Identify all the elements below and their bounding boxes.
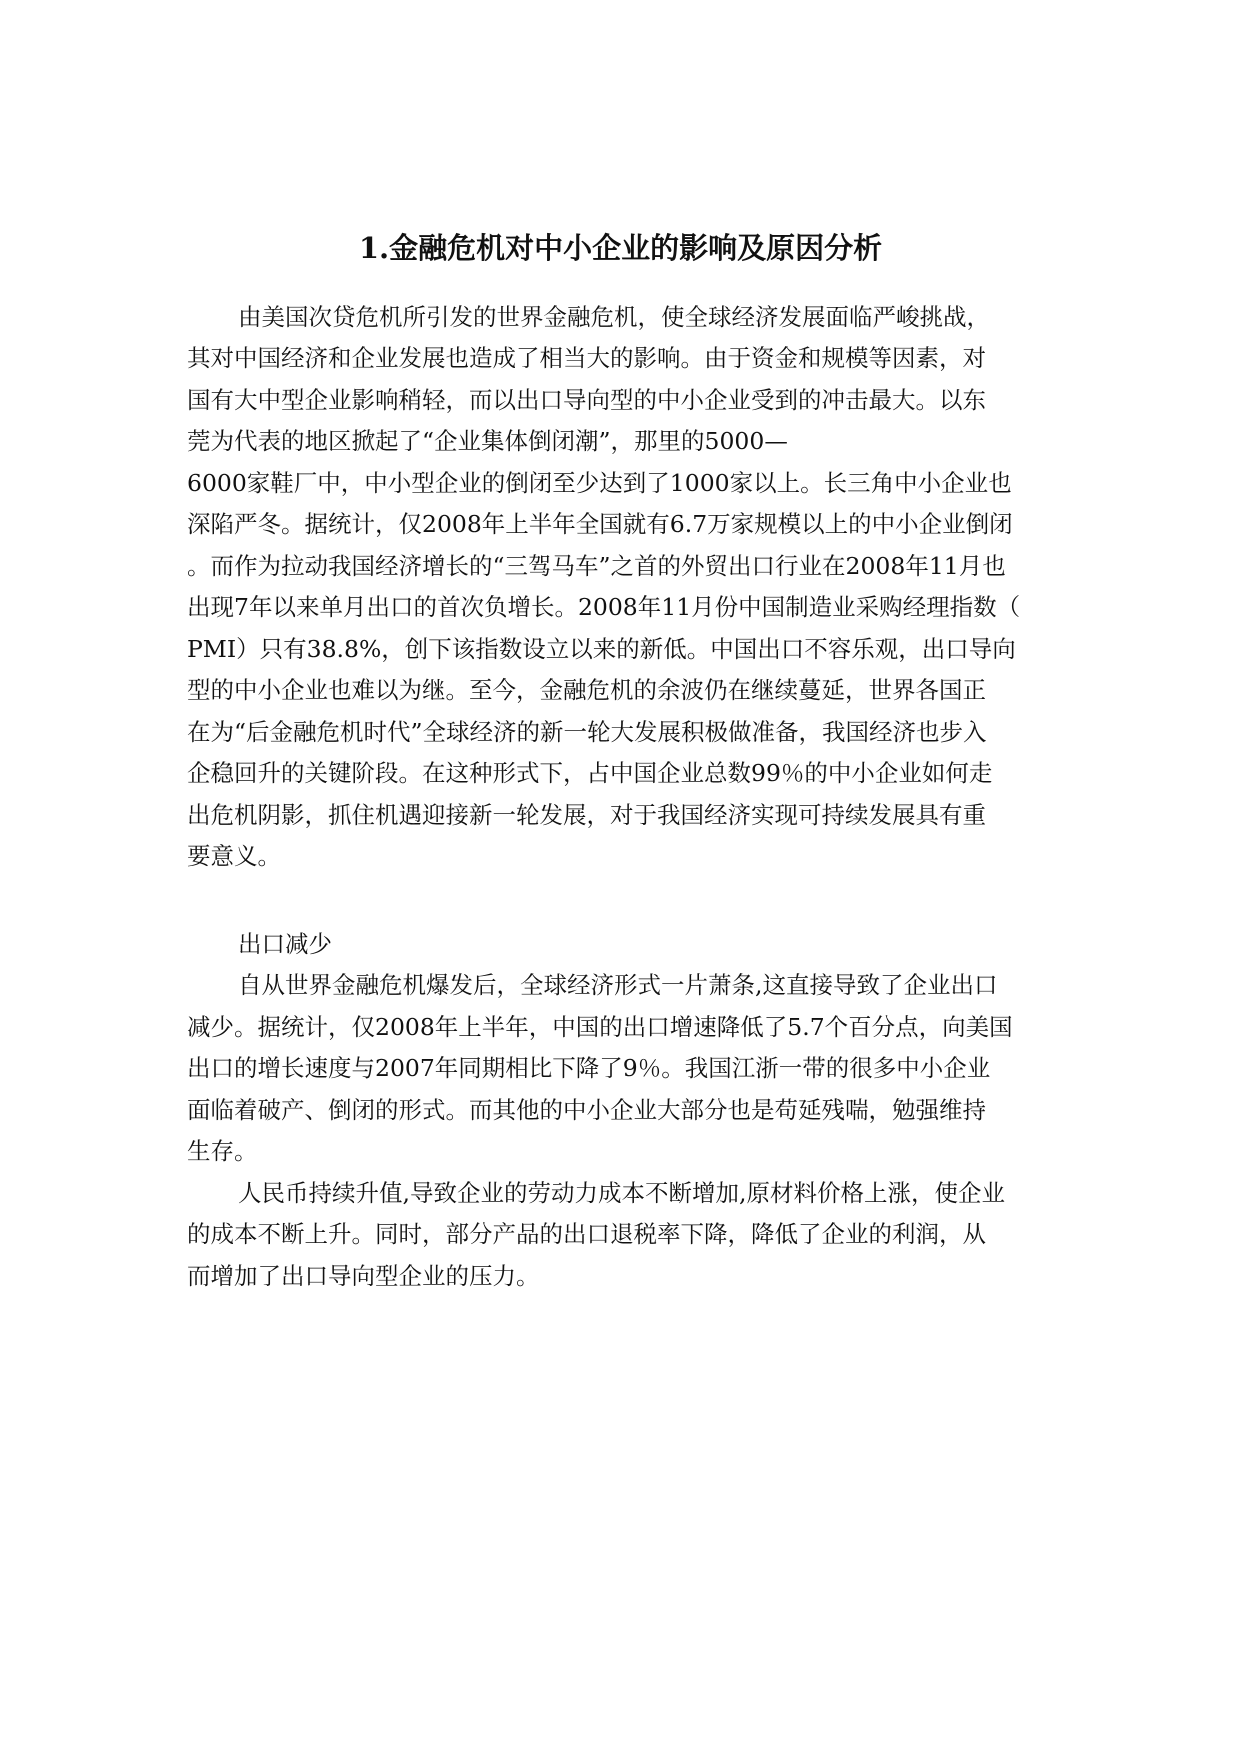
paragraph-line: PMI）只有38.8%，创下该指数设立以来的新低。中国出口不容乐观，出口导向 bbox=[187, 635, 1016, 663]
paragraph-line: 国有大中型企业影响稍轻，而以出口导向型的中小企业受到的冲击最大。以东 bbox=[187, 386, 986, 414]
paragraph-line: 出危机阴影，抓住机遇迎接新一轮发展，对于我国经济实现可持续发展具有重 bbox=[187, 801, 986, 829]
paragraph-line: 人民币持续升值,导致企业的劳动力成本不断增加,原材料价格上涨，使企业 bbox=[238, 1179, 1005, 1207]
paragraph-line: 出现7年以来单月出口的首次负增长。2008年11月份中国制造业采购经理指数（ bbox=[187, 593, 1021, 621]
paragraph-line: 深陷严冬。据统计，仅2008年上半年全国就有6.7万家规模以上的中小企业倒闭 bbox=[187, 510, 1013, 538]
paragraph-line: 的成本不断上升。同时，部分产品的出口退税率下降，降低了企业的利润，从 bbox=[187, 1220, 986, 1248]
paragraph-line: 自从世界金融危机爆发后，全球经济形式一片萧条,这直接导致了企业出口 bbox=[238, 971, 998, 999]
paragraph-line: 减少。据统计，仅2008年上半年，中国的出口增速降低了5.7个百分点，向美国 bbox=[187, 1013, 1013, 1041]
section-heading: 出口减少 bbox=[238, 930, 332, 958]
paragraph-line: 面临着破产、倒闭的形式。而其他的中小企业大部分也是苟延残喘，勉强维持 bbox=[187, 1096, 986, 1124]
document-title: 1.金融危机对中小企业的影响及原因分析 bbox=[358, 231, 883, 265]
paragraph-line: 型的中小企业也难以为继。至今，金融危机的余波仍在继续蔓延，世界各国正 bbox=[187, 676, 986, 704]
paragraph-line: 莞为代表的地区掀起了“企业集体倒闭潮”，那里的5000— bbox=[187, 427, 788, 455]
paragraph-line: 在为“后金融危机时代”全球经济的新一轮大发展积极做准备，我国经济也步入 bbox=[187, 718, 987, 746]
paragraph-line: 生存。 bbox=[187, 1137, 258, 1165]
paragraph-line: 。而作为拉动我国经济增长的“三驾马车”之首的外贸出口行业在2008年11月也 bbox=[187, 552, 1006, 580]
paragraph-line: 出口的增长速度与2007年同期相比下降了9％。我国江浙一带的很多中小企业 bbox=[187, 1054, 991, 1082]
paragraph-line: 其对中国经济和企业发展也造成了相当大的影响。由于资金和规模等因素，对 bbox=[187, 344, 986, 372]
paragraph-line: 6000家鞋厂中，中小型企业的倒闭至少达到了1000家以上。长三角中小企业也 bbox=[187, 469, 1012, 497]
paragraph-line: 而增加了出口导向型企业的压力。 bbox=[187, 1262, 540, 1290]
paragraph-line: 企稳回升的关键阶段。在这种形式下，占中国企业总数99％的中小企业如何走 bbox=[187, 759, 993, 787]
paragraph-line: 要意义。 bbox=[187, 842, 281, 870]
paragraph-line: 由美国次贷危机所引发的世界金融危机，使全球经济发展面临严峻挑战， bbox=[238, 303, 990, 331]
